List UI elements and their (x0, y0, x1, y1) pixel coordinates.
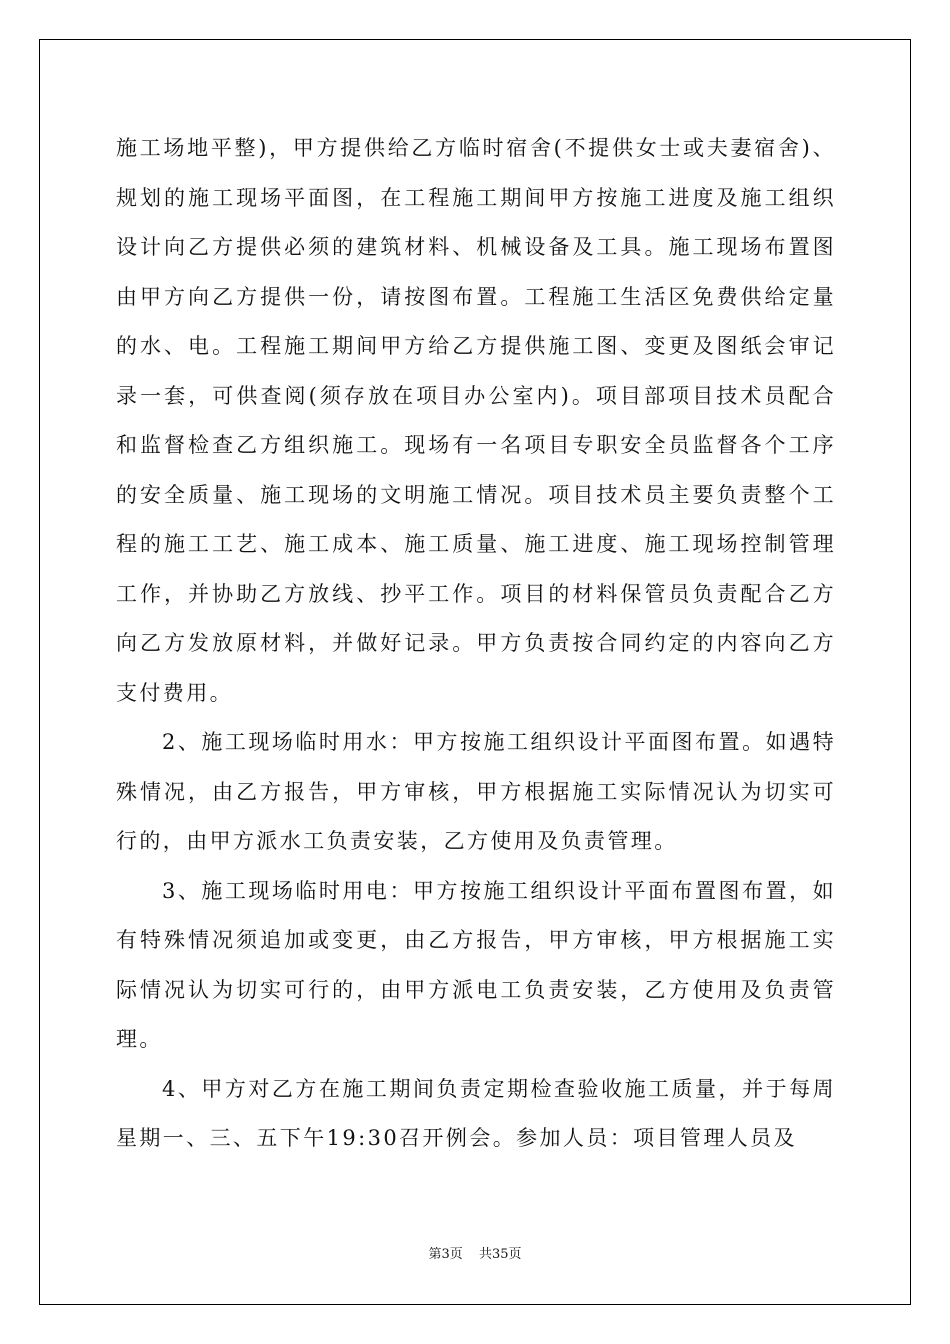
page-number: 第3页 (428, 1247, 463, 1262)
document-body (116, 124, 836, 1164)
page-footer (0, 1243, 950, 1262)
paragraph-item-4: 4、甲方对乙方在施工期间负责定期检查验收施工质量，并于每周星期一、三、五下午19:30召开例会。参加人员：项目管理人员及 (116, 1076, 836, 1150)
paragraph-continued: 施工场地平整)，甲方提供给乙方临时宿舍(不提供女士或夫妻宿舍)、规划的施工现场平面图，在工程施工期间甲方按施工进度及施工组织设计向乙方提供必须的建筑材料、机械设备及工具。施工现场布置图由甲方向乙方提供一份，请按图布置。工程施工生活区免费供给定量的水、电。工程施工期间甲方给乙方提供施工图、变更及图纸会审记录一套，可供查阅(须存放在项目办公室内)。项目部项目技术员配合和监督检查乙方组织施工。现场有一名项目专职安全员监督各个工序的安全质量、施工现场的文明施工情况。项目技术员主要负责整个工程的施工工艺、施工成本、施工质量、施工进度、施工现场控制管理工作，并协助乙方放线、抄平工作。项目的材料保管员负责配合乙方向乙方发放原材料，并做好记录。甲方负责按合同约定的内容向乙方支付费用。 (116, 136, 836, 705)
paragraph-item-2: 2、施工现场临时用水：甲方按施工组织设计平面图布置。如遇特殊情况，由乙方报告，甲方审核，甲方根据施工实际情况认为切实可行的，由甲方派水工负责安装，乙方使用及负责管理。 (116, 730, 836, 853)
paragraph-item-3: 3、施工现场临时用电：甲方按施工组织设计平面布置图布置，如有特殊情况须追加或变更，由乙方报告，甲方审核，甲方根据施工实际情况认为切实可行的，由甲方派电工负责安装，乙方使用及负责管理。 (116, 878, 836, 1051)
page-total: 共35页 (478, 1247, 522, 1262)
